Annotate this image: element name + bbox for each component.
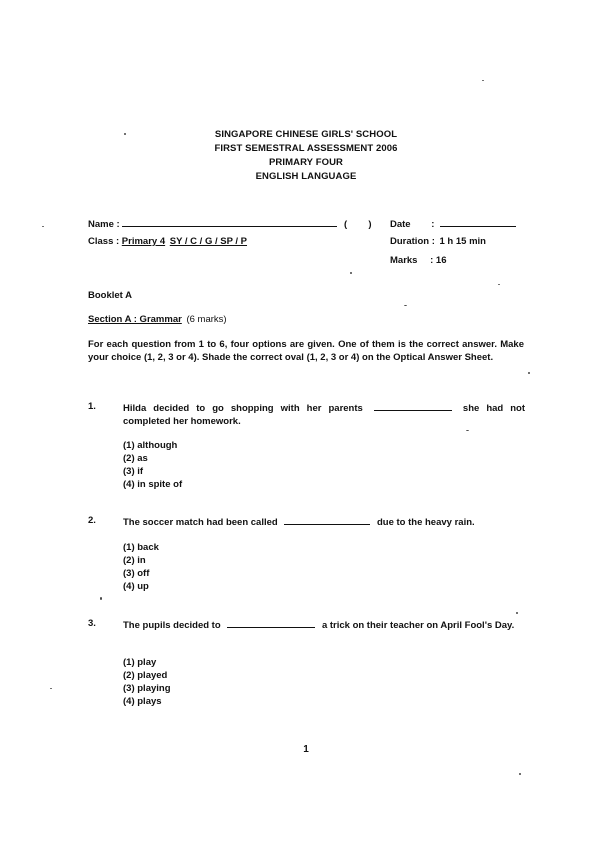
- question-text-after: due to the heavy rain.: [376, 517, 475, 528]
- class-options: SY / C / G / SP / P: [169, 236, 248, 247]
- option: (4) plays: [123, 696, 162, 707]
- question-1: [88, 401, 528, 493]
- question-text: [123, 515, 525, 529]
- question-text: [123, 618, 525, 632]
- name-label: Name :: [88, 219, 120, 230]
- register-paren-open: (: [343, 219, 348, 230]
- marks-row: [390, 255, 446, 266]
- options-list: [123, 541, 159, 593]
- question-text-before: The pupils decided to: [123, 620, 221, 631]
- booklet-label: Booklet A: [88, 290, 132, 301]
- question-3: [88, 618, 528, 712]
- section-heading: [88, 314, 227, 325]
- marks-label: Marks: [390, 255, 418, 266]
- class-row: [88, 236, 247, 247]
- question-number: 1.: [88, 401, 96, 412]
- date-colon: :: [431, 219, 435, 230]
- option: (2) as: [123, 453, 148, 464]
- scan-speck: [350, 272, 352, 274]
- answer-blank: [227, 618, 315, 628]
- duration-row: [390, 236, 486, 247]
- level-title: PRIMARY FOUR: [268, 157, 344, 168]
- date-label: Date: [390, 219, 411, 230]
- option: (1) although: [123, 440, 178, 451]
- scan-speck: [50, 688, 52, 689]
- option: (4) up: [123, 581, 149, 592]
- class-label: Class :: [88, 236, 120, 247]
- date-blank: [440, 216, 516, 227]
- scan-speck: [516, 612, 518, 614]
- option: (1) play: [123, 657, 157, 668]
- question-text: [123, 401, 525, 428]
- question-text-after: a trick on their teacher on April Fool's Day.: [321, 620, 515, 631]
- date-row: [390, 216, 516, 230]
- option: (3) if: [123, 466, 144, 477]
- register-paren-close: ): [368, 219, 372, 230]
- section-marks: (6 marks): [186, 314, 227, 325]
- question-text-before: The soccer match had been called: [123, 517, 278, 528]
- duration-label: Duration :: [390, 236, 435, 247]
- option: (1) back: [123, 542, 159, 553]
- duration-value: 1 h 15 min: [439, 236, 486, 247]
- scan-speck: [100, 597, 102, 600]
- options-list: [123, 439, 182, 491]
- answer-blank: [284, 515, 370, 525]
- question-text-after: she had not completed her homework.: [123, 403, 526, 427]
- scan-speck: [528, 372, 530, 374]
- question-number: 2.: [88, 515, 96, 526]
- school-name: SINGAPORE CHINESE GIRLS' SCHOOL: [214, 129, 398, 140]
- scan-speck: [498, 284, 500, 285]
- scan-speck: [482, 80, 484, 81]
- exam-header: [0, 128, 600, 184]
- scan-speck: [519, 773, 521, 775]
- option: (3) playing: [123, 683, 171, 694]
- subject-title: ENGLISH LANGUAGE: [255, 171, 357, 182]
- name-blank: [122, 216, 337, 227]
- answer-blank: [374, 401, 452, 411]
- option: (4) in spite of: [123, 479, 183, 490]
- name-row: [88, 216, 372, 230]
- instructions: For each question from 1 to 6, four options are given. One of them is the correct answer. Make your choice (1, 2, 3 or 4). Shade the correct oval (1, 2, 3 or 4) on the Optical Answer Sheet.: [88, 339, 524, 363]
- scan-speck: [124, 133, 126, 135]
- section-title: Section A : Grammar: [88, 314, 182, 325]
- page-number: 1: [303, 744, 309, 755]
- marks-value: : 16: [430, 255, 447, 266]
- assessment-title: FIRST SEMESTRAL ASSESSMENT 2006: [214, 143, 398, 154]
- option: (3) off: [123, 568, 150, 579]
- question-2: [88, 515, 528, 595]
- scan-speck: [404, 305, 407, 306]
- scan-speck: [466, 430, 469, 431]
- scan-speck: [42, 226, 44, 227]
- option: (2) played: [123, 670, 168, 681]
- class-value: Primary 4: [121, 236, 166, 247]
- question-text-before: Hilda decided to go shopping with her parents: [123, 403, 363, 414]
- options-list: [123, 656, 171, 708]
- option: (2) in: [123, 555, 146, 566]
- question-number: 3.: [88, 618, 96, 629]
